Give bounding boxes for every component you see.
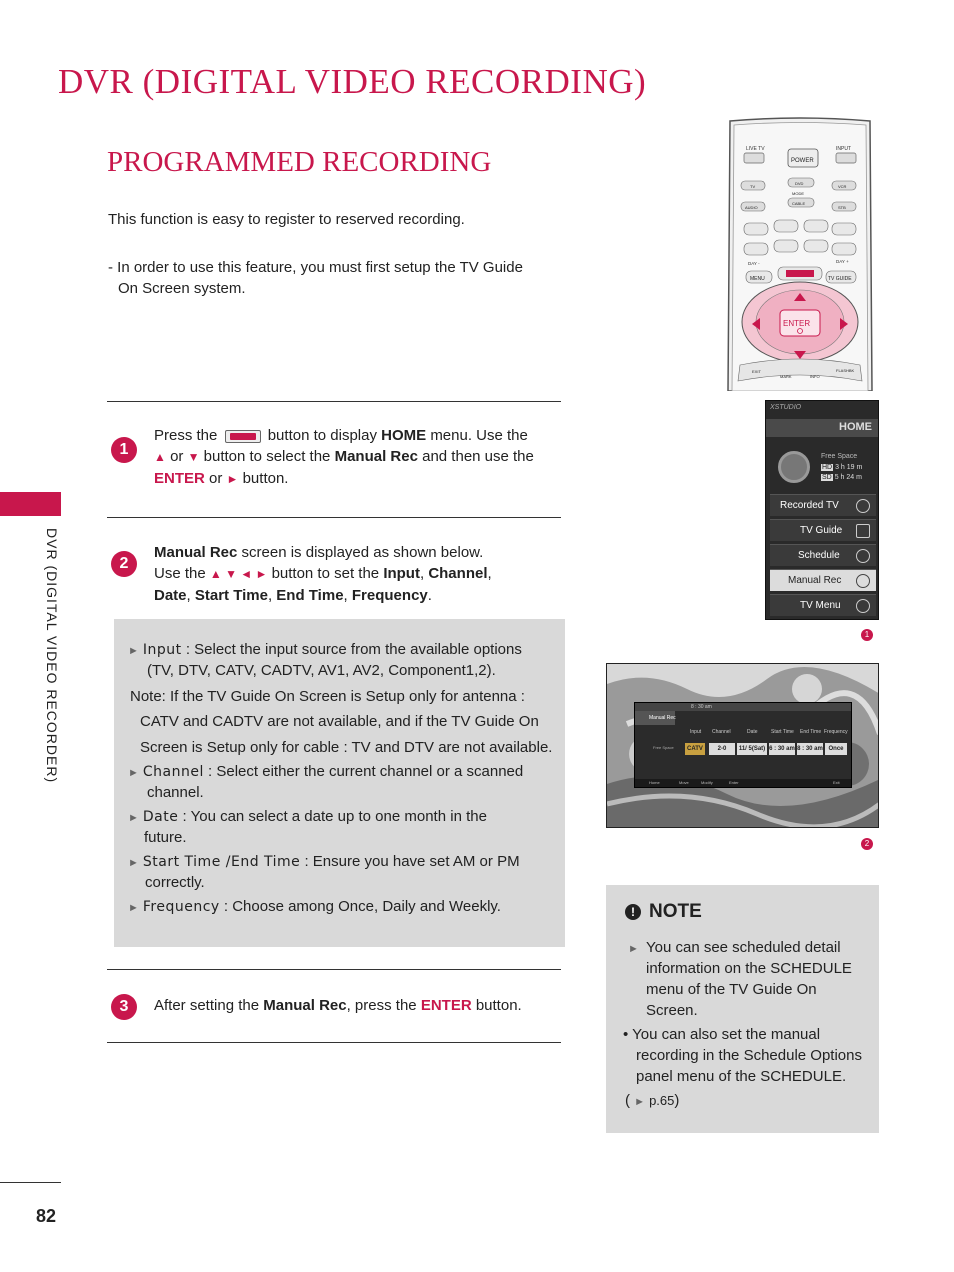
svg-text:POWER: POWER	[791, 158, 814, 164]
arrow-keys-icon: ▲ ▼ ◄ ►	[209, 567, 268, 581]
note-heading: NOTE	[649, 901, 702, 922]
menu-item-schedule[interactable]: Schedule	[770, 544, 876, 566]
divider	[107, 401, 561, 402]
divider	[107, 517, 561, 518]
svg-text:STB: STB	[838, 205, 846, 210]
svg-text:VCR: VCR	[838, 184, 847, 189]
svg-text:CABLE: CABLE	[792, 201, 806, 206]
svg-text:TV GUIDE: TV GUIDE	[828, 276, 852, 282]
clock-icon	[856, 549, 870, 563]
step-number-2: 2	[111, 551, 137, 577]
remote-control-svg	[726, 117, 874, 391]
end-time-field[interactable]: 8 : 30 am	[797, 743, 823, 755]
page-reference: ( ► p.65)	[625, 1092, 680, 1109]
tv-guide-icon	[856, 524, 870, 538]
svg-text:DAY -: DAY -	[748, 261, 760, 266]
svg-text:DAY +: DAY +	[836, 259, 849, 264]
chapter-tab	[0, 492, 61, 516]
details-panel: ► Input : Select the input source from the available options (TV, DTV, CATV, CADTV, AV1, AV2, Component1,2). Note: If the TV Guide On Screen is Setup only for antenna : CATV and CADTV are not available, and if the TV Guide On Screen is Setup only for cable : TV and DTV are not available. ► Channel : Select either the current channel or a scanned channel. ► Date : You can select a date up to one month in the future. ► Start Time /End Time : Ensure you have set AM or PM correctly. ► Frequency : Choose among Once, Daily and Weekly.	[114, 619, 565, 947]
svg-text:TV: TV	[750, 184, 756, 189]
channel-field[interactable]: 2-0	[709, 743, 735, 755]
svg-text:MODE: MODE	[792, 191, 804, 196]
input-field[interactable]: CATV	[685, 743, 705, 755]
svg-text:ENTER: ENTER	[783, 319, 811, 328]
frequency-field[interactable]: Once	[825, 743, 847, 755]
figure-badge-2: 2	[861, 838, 873, 850]
divider	[107, 969, 561, 970]
detail-note: Note: If the TV Guide On Screen is Setup only for antenna :	[130, 688, 525, 705]
page-number: 82	[36, 1206, 57, 1226]
detail-frequency: ► Frequency : Choose among Once, Daily and Weekly.	[128, 898, 501, 915]
up-arrow-icon: ▲	[154, 450, 166, 464]
bullet-arrow-icon: ►	[634, 1096, 646, 1108]
chapter-label: DVR (DIGITAL VIDEO RECORDER)	[44, 528, 60, 784]
note-panel: ! NOTE ► You can see scheduled detail information on the SCHEDULE menu of the TV Guide On Screen. • You can also set the manual recording in the Schedule Options panel menu of the SCHEDULE. ( ► p.65)	[606, 885, 879, 1133]
home-menu-title: HOME	[839, 421, 872, 433]
record-icon	[856, 574, 870, 588]
menu-item-recorded-tv[interactable]: Recorded TV	[770, 494, 876, 516]
home-menu-screenshot: XSTUDIO HOME Free Space HD 3 h 19 m SD 5 h 24 m Recorded TV TV Guide Schedule Manual Rec TV Menu	[765, 400, 879, 620]
down-arrow-icon: ▼	[187, 450, 200, 464]
detail-date: ► Date : You can select a date up to one month in the	[128, 808, 487, 825]
intro-requirement: - In order to use this feature, you must first setup the TV Guide	[108, 259, 523, 276]
bullet-arrow-icon: ►	[628, 943, 639, 955]
svg-text:DVD: DVD	[795, 181, 804, 186]
step-3-text: After setting the Manual Rec, press the ENTER button.	[154, 997, 522, 1014]
xstudio-button-icon	[225, 430, 261, 443]
right-arrow-icon: ►	[226, 472, 239, 486]
film-reel-icon	[856, 499, 870, 513]
detail-input: ► Input : Select the input source from the available options	[128, 641, 522, 658]
svg-text:EXIT: EXIT	[752, 369, 761, 374]
step-number-1: 1	[111, 437, 137, 463]
svg-text:INPUT: INPUT	[836, 146, 851, 152]
disk-usage-icon	[778, 451, 810, 483]
menu-item-tv-menu[interactable]: TV Menu	[770, 594, 876, 616]
menu-item-manual-rec[interactable]: Manual Rec	[770, 569, 876, 591]
start-time-field[interactable]: 6 : 30 am	[769, 743, 795, 755]
step-1-text: Press the button to display HOME menu. Use the ▲ or ▼ button to select the Manual Rec and then use the ENTER or ► button.	[154, 427, 534, 487]
divider	[107, 1042, 561, 1043]
svg-text:AUDIO: AUDIO	[745, 205, 758, 210]
detail-time: ► Start Time /End Time : Ensure you have set AM or PM	[128, 853, 520, 870]
gear-icon	[856, 599, 870, 613]
manual-rec-screenshot	[606, 663, 879, 828]
intro-requirement-cont: On Screen system.	[118, 280, 246, 297]
step-2-text: Manual Rec screen is displayed as shown below. Use the ▲ ▼ ◄ ► button to set the Input, Channel, Date, Start Time, End Time, Frequency.	[154, 544, 492, 604]
intro-text: This function is easy to register to reserved recording.	[108, 211, 465, 228]
step-number-3: 3	[111, 994, 137, 1020]
divider	[0, 1182, 61, 1183]
svg-text:INFO: INFO	[810, 374, 820, 379]
svg-text:FLASHBK: FLASHBK	[836, 368, 855, 373]
exclamation-icon: !	[625, 904, 641, 920]
page-title: DVR (DIGITAL VIDEO RECORDING)	[58, 62, 647, 101]
figure-badge-1: 1	[861, 629, 873, 641]
remote-control-illustration	[726, 117, 874, 391]
manual-rec-panel: 8 : 30 am Manual Rec Input Channel Date Start Time End Time Frequency Free Space CATV 2-0 11/ 5(Sat) 6 : 30 am 8 : 30 am Once Home Move Modify Enter Exit	[634, 702, 852, 788]
svg-text:LIVE TV: LIVE TV	[746, 146, 765, 152]
manual-rec-title: Manual Rec	[649, 715, 676, 721]
xstudio-logo: XSTUDIO	[770, 404, 802, 411]
svg-text:MARK: MARK	[780, 374, 792, 379]
section-title: PROGRAMMED RECORDING	[107, 146, 492, 178]
date-field[interactable]: 11/ 5(Sat)	[737, 743, 767, 755]
detail-channel: ► Channel : Select either the current channel or a scanned	[128, 763, 524, 780]
menu-item-tv-guide[interactable]: TV Guide	[770, 519, 876, 541]
svg-text:MENU: MENU	[750, 276, 765, 282]
